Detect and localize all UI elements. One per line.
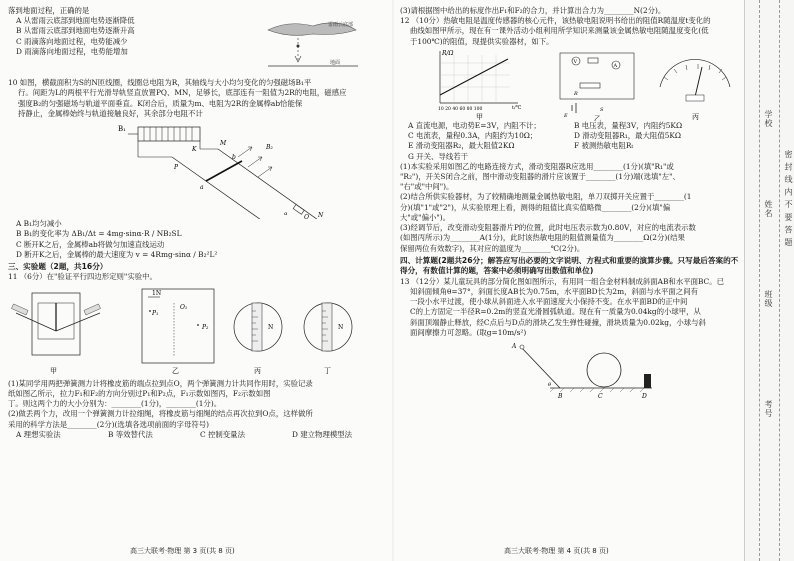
k-label: K: [192, 146, 197, 154]
point-a-label: A: [512, 342, 517, 350]
q12-figures: [400, 47, 740, 121]
q10-line: 行。间距为L的两根平行光滑导轨竖直放置PQ、MN，足够长，底部连有一阻值为2R的电阻，磁感应: [18, 88, 347, 98]
p1-label: P₁: [152, 309, 159, 317]
q12-1-line: (1)本实验采用如图乙的电路连接方式，滑动变阻器R应选用________(1分)(填"R₁"或: [400, 161, 674, 171]
cloud-label: 雷雨云底部: [328, 22, 354, 29]
q9-tail: 落到地面过程，正确的是: [8, 6, 90, 15]
q9-block: [8, 16, 384, 78]
q9-option-d: D 雨滴落向地面过程，电势能增加: [16, 46, 128, 56]
switch-label: S: [600, 106, 604, 113]
equipment-item: F 被测热敏电阻Rₜ: [574, 141, 634, 151]
fig-jia-caption: 甲: [50, 366, 57, 375]
ground-label: 地面: [330, 60, 341, 67]
bing-n-label: N: [268, 323, 274, 331]
q9-option-c: C 雨滴落向地面过程，电势能减少: [16, 36, 128, 46]
q11-1-line: (1)某同学用两把弹簧测力计将橡皮筋的端点拉到点O，两个弹簧测力计共同作用时，实验记录: [8, 378, 313, 388]
q12-3-line: (如图丙所示)为________A(1分)，此时该热敏电阻的阻值测量值为________Ω(2分)(结果: [400, 233, 685, 243]
equipment-item: C 电流表，量程0.3A，内阻约为10Ω；: [408, 131, 538, 141]
ding-n-label: N: [338, 323, 344, 331]
q12-part3: [400, 223, 740, 254]
m-label: M: [220, 140, 227, 148]
circuit-caption: 乙: [594, 114, 601, 121]
equipment-item: A 直流电源，电动势E=3V，内阻不计；: [408, 120, 541, 130]
q12-3-line: (3)经调节后，改变滑动变阻器滑片P的位置，此时电压表示数为0.80V，对应的电流表示数: [400, 223, 696, 233]
n-label: N: [318, 212, 324, 220]
q10-option-a: A B₁均匀减小: [16, 219, 62, 229]
equipment-item: E 滑动变阻器R₂，最大阻值2KΩ: [408, 141, 515, 151]
o1-label: O₁: [180, 303, 188, 311]
q13-line: 知斜面倾角θ=37°，斜面长度AB长为0.75m，水平面BD长为2m，斜面与水平面之间有: [410, 286, 698, 296]
graph-ticks: 10 20 40 60 80 100: [438, 106, 483, 112]
section-4-heading: 四、计算题(2题共26分；解答应写出必要的文字说明、方程式和重要的演算步骤。只写最后答案的不得分，有数值计算的题，答案中必须明确写出数值和单位): [400, 255, 739, 276]
a-label: a: [200, 184, 204, 192]
q12-line: 于100℃)的阻值，现提供实验器材，如下。: [410, 36, 554, 46]
q11-part3: (3)请根据图中给出的标度作出F₁和F₂的合力，并计算出合力为________N(2分)。: [400, 6, 666, 15]
q10-option-b: B B₁的变化率为 ΔB₁/Δt = 4mg·sinα·R / NB₂SL: [16, 229, 182, 239]
binding-gutter: [744, 0, 794, 561]
q10-option-c: C 断开K之后，金属棒ab将做匀加速直线运动: [16, 239, 165, 249]
q11-option-a: A 理想实验法: [16, 429, 61, 439]
q12-equipment: [400, 121, 740, 162]
q11-1-line: 丁。则这两个力的大小分别为：________(1分)，________(1分)。: [8, 399, 222, 409]
q12-line: 12 （10分）热敏电阻是温度传感器的核心元件，该热敏电阻说明书给出的阻值R随温度t变化的: [400, 16, 711, 26]
page-4-footer: 高三大联考·物理 第 4 页(共 8 页): [504, 547, 609, 556]
voltmeter-label: V: [573, 58, 578, 65]
section-3-heading: 三、实验题（2题，共16分）: [8, 261, 108, 271]
graph-xlabel: t/℃: [512, 104, 522, 111]
q11-part2: [8, 409, 384, 429]
q11-figures: [8, 283, 378, 379]
q-label: Q: [304, 214, 309, 220]
page-4: [394, 0, 744, 561]
q13-line: C的上方固定一半径R=0.2m的竖直光滑圆弧轨道。现在有一质量为0.04kg的小球甲，从: [410, 307, 701, 317]
equipment-item: G 开关、导线若干: [408, 151, 468, 161]
b2-label: B₂: [266, 144, 273, 152]
graph-ylabel: R/Ω: [442, 49, 454, 57]
q13-line: 一段小水平过渡，使小球从斜面进入水平面速度大小保持不变。在水平面BD的正中间: [410, 297, 688, 307]
rheostat-label: R: [574, 90, 578, 97]
point-c-label: C: [598, 392, 603, 400]
fig-yi-caption: 乙: [172, 366, 179, 375]
q11-1-line: 纸如图乙所示，拉力F₁和F₂的方向分别过P₁和P₂点，F₁示数如图丙，F₂示数如图: [8, 388, 271, 398]
seal-line-notice: 密 封 线 内 不 要 答 题: [784, 150, 794, 247]
equipment-item: B 电压表，量程3V，内阻约5KΩ: [574, 120, 683, 130]
q12-2-line: (2)结合所供实验器材，为了较精确地测量金属热敏电阻，单刀双掷开关应置于________(1: [400, 192, 692, 202]
source-label: E: [564, 112, 568, 119]
ammeter-label: A: [613, 62, 618, 69]
fig-ding-caption: 丁: [324, 366, 331, 375]
q12-2-line: 分)(填"1"或"2")，从实验原理上看，测得的阻值比真实值略微________(2分)(填"偏: [400, 202, 671, 212]
q10: [8, 78, 384, 119]
q13-figure: [400, 338, 740, 400]
q10-line: 持静止，金属棒始终与轨道接触良好，其余部分电阻不计: [18, 108, 203, 118]
q13: [400, 277, 740, 338]
b-label: b: [232, 154, 236, 162]
q13-line: 13 （12分）某儿童玩具的部分简化图如图所示，有用同一组合金材料制成斜面AB和水平面BC。已: [400, 276, 724, 286]
q10-figure: [108, 119, 408, 219]
q13-line: 斜面顶端静止释放，经C点后与D点的滑块乙发生弹性碰撞，滑块质量为0.02kg，小球与斜: [410, 317, 706, 327]
q9-cloud-figure: [258, 16, 368, 78]
q11-part1: [8, 379, 384, 410]
unit-1n-label: 1N: [152, 289, 162, 297]
q10-options: [8, 219, 384, 260]
q12: [400, 16, 740, 47]
page-3: [0, 0, 392, 561]
equipment-item: D 滑动变阻器R₁，最大阻值5KΩ: [574, 131, 682, 141]
q10-line: 强度B₂的匀强磁场与轨道平面垂直。K闭合后，质量为m、电阻为2R的金属棒ab恰能保: [18, 98, 303, 108]
school-label: 学校: [764, 110, 774, 128]
q9-option-a: A 从雷雨云底部到地面电势逐渐降低: [16, 16, 135, 26]
dial-caption: 丙: [692, 112, 699, 121]
b1-label: B₁: [118, 125, 126, 134]
q11-option-c: C 控制变量法: [200, 429, 245, 439]
point-d-label: D: [642, 392, 647, 400]
page-3-footer: 高三大联考·物理 第 3 页(共 8 页): [130, 547, 235, 556]
q12-line: 曲线如图甲所示，现在有一课外活动小组利用所学知识来测量该金属热敏电阻随温度变化(低: [410, 26, 709, 36]
q11-options: [8, 430, 384, 440]
p-label: P: [174, 164, 179, 172]
q11-intro: 11 （6分）在"验证平行四边形定则"实验中。: [8, 272, 157, 282]
q9-option-b: B 从雷雨云底部到地面电势逐渐升高: [16, 26, 135, 36]
theta-label: θ: [548, 381, 552, 388]
q12-part1: [400, 162, 740, 193]
q12-1-line: "R₂")，开关S闭合之前，图中滑动变阻器的滑片应该置于________(1分)端(选填"左"、: [400, 171, 680, 181]
q11-2-line: (2)做丢两个力，改用一个弹簧测力计拉细绳，将橡皮筋与细绳的结点再次拉到O点，这样做所: [8, 409, 313, 419]
q13-line: 面间摩擦力可忽略。(取g=10m/s²): [410, 327, 527, 337]
q11-2-line: 采用的科学方法是________(2分)(选填各选项前面的字母符号): [8, 419, 210, 429]
q11-option-b: B 等效替代法: [108, 429, 153, 439]
q10-line: 10 如图，横截面积为S的N匝线圈，线圈总电阻为R，其轴线与大小均匀变化的匀强磁场B₁平: [8, 78, 312, 88]
alpha-label: α: [284, 211, 288, 218]
fig-bing-caption: 丙: [254, 366, 261, 375]
q12-2-line: 大"或"偏小")。: [400, 212, 451, 222]
p2-label: P₂: [202, 323, 209, 331]
exam-number-label: 考号: [764, 400, 774, 418]
q12-3-line: 保留两位有效数字)，其对应的温度为________℃(2分)。: [400, 243, 585, 253]
point-b-label: B: [558, 392, 563, 400]
class-label: 班级: [764, 290, 774, 308]
q11-option-d: D 建立物理模型法: [292, 429, 353, 439]
q10-option-d: D 断开K之后，金属棒的最大速度为 v = 4Rmg·sinα / B₂²L²: [16, 249, 218, 259]
q12-1-line: "右"或"中间")。: [400, 182, 454, 192]
name-label: 姓名: [764, 200, 774, 218]
q12-part2: [400, 192, 740, 223]
graph-caption: 甲: [476, 112, 483, 121]
